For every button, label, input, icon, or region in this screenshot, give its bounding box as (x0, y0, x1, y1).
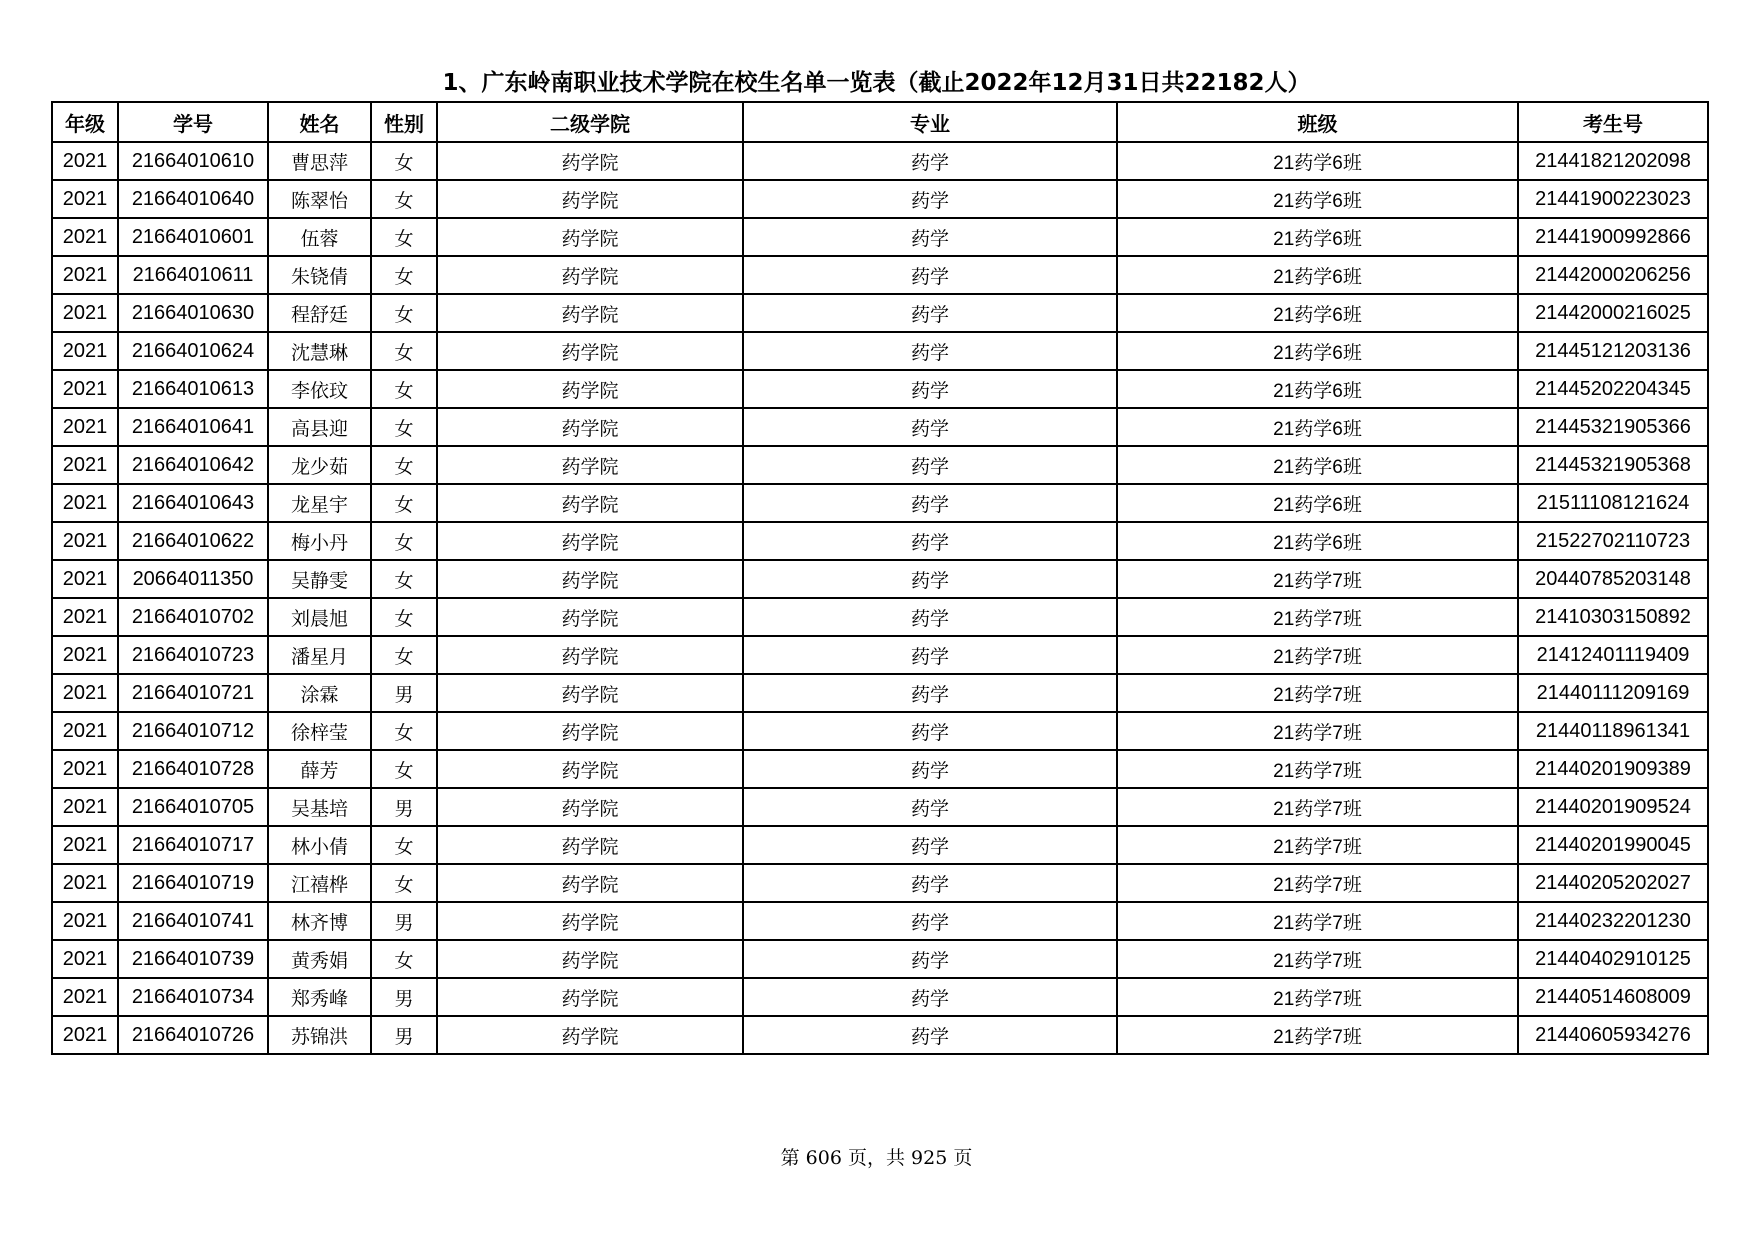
major-cell: 药学 (743, 370, 1117, 408)
major-cell: 药学 (743, 902, 1117, 940)
grade-cell: 2021 (52, 750, 118, 788)
college-cell: 药学院 (437, 180, 743, 218)
gender-cell: 男 (371, 674, 437, 712)
exam-number-cell: 21445321905366 (1518, 408, 1708, 446)
college-cell: 药学院 (437, 1016, 743, 1054)
gender-cell: 女 (371, 142, 437, 180)
table-row (52, 370, 1708, 408)
grade-cell: 2021 (52, 522, 118, 560)
grade-cell: 2021 (52, 294, 118, 332)
grade-cell: 2021 (52, 788, 118, 826)
name-cell: 梅小丹 (268, 522, 371, 560)
class-cell: 21药学7班 (1117, 560, 1518, 598)
major-cell: 药学 (743, 142, 1117, 180)
table-row (52, 1016, 1708, 1054)
exam-number-cell: 21440118961341 (1518, 712, 1708, 750)
college-cell: 药学院 (437, 598, 743, 636)
student-id-cell: 20664011350 (118, 560, 268, 598)
gender-cell: 女 (371, 484, 437, 522)
gender-cell: 女 (371, 636, 437, 674)
name-cell: 苏锦洪 (268, 1016, 371, 1054)
class-cell: 21药学7班 (1117, 636, 1518, 674)
class-cell: 21药学7班 (1117, 674, 1518, 712)
student-id-cell: 21664010641 (118, 408, 268, 446)
grade-cell: 2021 (52, 142, 118, 180)
class-cell: 21药学6班 (1117, 484, 1518, 522)
student-id-cell: 21664010643 (118, 484, 268, 522)
grade-cell: 2021 (52, 940, 118, 978)
name-cell: 龙星宇 (268, 484, 371, 522)
name-cell: 程舒廷 (268, 294, 371, 332)
table-row (52, 674, 1708, 712)
gender-cell: 女 (371, 826, 437, 864)
class-cell: 21药学6班 (1117, 522, 1518, 560)
exam-number-cell: 21440514608009 (1518, 978, 1708, 1016)
student-id-cell: 21664010630 (118, 294, 268, 332)
name-cell: 龙少茹 (268, 446, 371, 484)
class-cell: 21药学7班 (1117, 940, 1518, 978)
grade-cell: 2021 (52, 978, 118, 1016)
major-cell: 药学 (743, 598, 1117, 636)
table-row (52, 864, 1708, 902)
student-id-cell: 21664010705 (118, 788, 268, 826)
table-header-row (52, 102, 1708, 142)
name-cell: 林小倩 (268, 826, 371, 864)
grade-cell: 2021 (52, 332, 118, 370)
class-cell: 21药学6班 (1117, 218, 1518, 256)
table-row (52, 522, 1708, 560)
exam-number-cell: 21440201909389 (1518, 750, 1708, 788)
name-cell: 李依玟 (268, 370, 371, 408)
class-cell: 21药学6班 (1117, 180, 1518, 218)
exam-number-cell: 21441900223023 (1518, 180, 1708, 218)
student-id-cell: 21664010712 (118, 712, 268, 750)
major-cell: 药学 (743, 560, 1117, 598)
exam-number-cell: 21442000216025 (1518, 294, 1708, 332)
major-cell: 药学 (743, 1016, 1117, 1054)
college-cell: 药学院 (437, 978, 743, 1016)
page-title: 1、广东岭南职业技术学院在校生名单一览表（截止2022年12月31日共22182人） (442, 70, 1311, 96)
major-cell: 药学 (743, 788, 1117, 826)
gender-cell: 女 (371, 712, 437, 750)
exam-number-cell: 21440402910125 (1518, 940, 1708, 978)
college-cell: 药学院 (437, 826, 743, 864)
column-header-student-id: 学号 (118, 102, 268, 142)
exam-number-cell: 21440111209169 (1518, 674, 1708, 712)
gender-cell: 女 (371, 864, 437, 902)
column-header-grade: 年级 (52, 102, 118, 142)
exam-number-cell: 21440605934276 (1518, 1016, 1708, 1054)
gender-cell: 女 (371, 750, 437, 788)
grade-cell: 2021 (52, 218, 118, 256)
name-cell: 薛芳 (268, 750, 371, 788)
grade-cell: 2021 (52, 446, 118, 484)
exam-number-cell: 21445121203136 (1518, 332, 1708, 370)
grade-cell: 2021 (52, 902, 118, 940)
major-cell: 药学 (743, 332, 1117, 370)
table-row (52, 598, 1708, 636)
class-cell: 21药学7班 (1117, 598, 1518, 636)
exam-number-cell: 21442000206256 (1518, 256, 1708, 294)
major-cell: 药学 (743, 180, 1117, 218)
student-id-cell: 21664010613 (118, 370, 268, 408)
class-cell: 21药学7班 (1117, 902, 1518, 940)
table-row (52, 180, 1708, 218)
major-cell: 药学 (743, 484, 1117, 522)
major-cell: 药学 (743, 636, 1117, 674)
grade-cell: 2021 (52, 598, 118, 636)
table-row (52, 978, 1708, 1016)
table-body (52, 142, 1708, 1054)
column-header-gender: 性别 (371, 102, 437, 142)
student-id-cell: 21664010721 (118, 674, 268, 712)
class-cell: 21药学7班 (1117, 788, 1518, 826)
college-cell: 药学院 (437, 636, 743, 674)
college-cell: 药学院 (437, 446, 743, 484)
table-row (52, 142, 1708, 180)
student-roster-table (51, 101, 1709, 1055)
class-cell: 21药学6班 (1117, 142, 1518, 180)
major-cell: 药学 (743, 864, 1117, 902)
page-footer: 第 606 页，共 925 页 (780, 1147, 973, 1169)
gender-cell: 男 (371, 1016, 437, 1054)
major-cell: 药学 (743, 446, 1117, 484)
class-cell: 21药学6班 (1117, 256, 1518, 294)
student-id-cell: 21664010601 (118, 218, 268, 256)
exam-number-cell: 21440201909524 (1518, 788, 1708, 826)
table-row (52, 218, 1708, 256)
column-header-college: 二级学院 (437, 102, 743, 142)
exam-number-cell: 21522702110723 (1518, 522, 1708, 560)
table-row (52, 940, 1708, 978)
college-cell: 药学院 (437, 560, 743, 598)
student-id-cell: 21664010728 (118, 750, 268, 788)
college-cell: 药学院 (437, 902, 743, 940)
major-cell: 药学 (743, 978, 1117, 1016)
major-cell: 药学 (743, 940, 1117, 978)
student-id-cell: 21664010717 (118, 826, 268, 864)
major-cell: 药学 (743, 674, 1117, 712)
college-cell: 药学院 (437, 218, 743, 256)
name-cell: 徐梓莹 (268, 712, 371, 750)
table-row (52, 788, 1708, 826)
gender-cell: 女 (371, 598, 437, 636)
name-cell: 伍蓉 (268, 218, 371, 256)
table-row (52, 560, 1708, 598)
name-cell: 吴静雯 (268, 560, 371, 598)
name-cell: 涂霖 (268, 674, 371, 712)
table-row (52, 294, 1708, 332)
gender-cell: 女 (371, 218, 437, 256)
class-cell: 21药学6班 (1117, 370, 1518, 408)
class-cell: 21药学6班 (1117, 408, 1518, 446)
grade-cell: 2021 (52, 864, 118, 902)
student-id-cell: 21664010734 (118, 978, 268, 1016)
table-row (52, 636, 1708, 674)
college-cell: 药学院 (437, 370, 743, 408)
college-cell: 药学院 (437, 256, 743, 294)
gender-cell: 女 (371, 332, 437, 370)
exam-number-cell: 21445202204345 (1518, 370, 1708, 408)
grade-cell: 2021 (52, 712, 118, 750)
major-cell: 药学 (743, 712, 1117, 750)
table-row (52, 408, 1708, 446)
exam-number-cell: 21441821202098 (1518, 142, 1708, 180)
class-cell: 21药学7班 (1117, 712, 1518, 750)
table-row (52, 484, 1708, 522)
exam-number-cell: 20440785203148 (1518, 560, 1708, 598)
gender-cell: 女 (371, 370, 437, 408)
grade-cell: 2021 (52, 826, 118, 864)
table-row (52, 256, 1708, 294)
grade-cell: 2021 (52, 560, 118, 598)
student-id-cell: 21664010622 (118, 522, 268, 560)
gender-cell: 女 (371, 180, 437, 218)
exam-number-cell: 21412401119409 (1518, 636, 1708, 674)
name-cell: 江禧桦 (268, 864, 371, 902)
exam-number-cell: 21511108121624 (1518, 484, 1708, 522)
class-cell: 21药学6班 (1117, 294, 1518, 332)
gender-cell: 女 (371, 294, 437, 332)
class-cell: 21药学7班 (1117, 1016, 1518, 1054)
grade-cell: 2021 (52, 636, 118, 674)
major-cell: 药学 (743, 408, 1117, 446)
class-cell: 21药学7班 (1117, 864, 1518, 902)
class-cell: 21药学7班 (1117, 750, 1518, 788)
exam-number-cell: 21410303150892 (1518, 598, 1708, 636)
major-cell: 药学 (743, 750, 1117, 788)
college-cell: 药学院 (437, 864, 743, 902)
exam-number-cell: 21441900992866 (1518, 218, 1708, 256)
exam-number-cell: 21440201990045 (1518, 826, 1708, 864)
student-id-cell: 21664010624 (118, 332, 268, 370)
student-id-cell: 21664010723 (118, 636, 268, 674)
exam-number-cell: 21445321905368 (1518, 446, 1708, 484)
name-cell: 陈翠怡 (268, 180, 371, 218)
gender-cell: 男 (371, 902, 437, 940)
table-row (52, 332, 1708, 370)
student-id-cell: 21664010702 (118, 598, 268, 636)
grade-cell: 2021 (52, 370, 118, 408)
grade-cell: 2021 (52, 180, 118, 218)
college-cell: 药学院 (437, 484, 743, 522)
grade-cell: 2021 (52, 1016, 118, 1054)
gender-cell: 男 (371, 978, 437, 1016)
table-row (52, 446, 1708, 484)
gender-cell: 女 (371, 256, 437, 294)
student-id-cell: 21664010741 (118, 902, 268, 940)
name-cell: 沈慧琳 (268, 332, 371, 370)
major-cell: 药学 (743, 256, 1117, 294)
student-id-cell: 21664010640 (118, 180, 268, 218)
student-id-cell: 21664010726 (118, 1016, 268, 1054)
major-cell: 药学 (743, 294, 1117, 332)
name-cell: 潘星月 (268, 636, 371, 674)
gender-cell: 女 (371, 940, 437, 978)
name-cell: 曹思萍 (268, 142, 371, 180)
name-cell: 高县迎 (268, 408, 371, 446)
name-cell: 林齐博 (268, 902, 371, 940)
college-cell: 药学院 (437, 788, 743, 826)
college-cell: 药学院 (437, 712, 743, 750)
college-cell: 药学院 (437, 142, 743, 180)
grade-cell: 2021 (52, 256, 118, 294)
major-cell: 药学 (743, 522, 1117, 560)
class-cell: 21药学6班 (1117, 332, 1518, 370)
class-cell: 21药学7班 (1117, 826, 1518, 864)
name-cell: 郑秀峰 (268, 978, 371, 1016)
gender-cell: 女 (371, 446, 437, 484)
name-cell: 朱铙倩 (268, 256, 371, 294)
grade-cell: 2021 (52, 484, 118, 522)
table-row (52, 750, 1708, 788)
college-cell: 药学院 (437, 294, 743, 332)
name-cell: 刘晨旭 (268, 598, 371, 636)
column-header-name: 姓名 (268, 102, 371, 142)
gender-cell: 男 (371, 788, 437, 826)
table-row (52, 902, 1708, 940)
student-id-cell: 21664010719 (118, 864, 268, 902)
column-header-exam-number: 考生号 (1518, 102, 1708, 142)
college-cell: 药学院 (437, 750, 743, 788)
gender-cell: 女 (371, 408, 437, 446)
major-cell: 药学 (743, 826, 1117, 864)
student-id-cell: 21664010611 (118, 256, 268, 294)
name-cell: 黄秀娟 (268, 940, 371, 978)
student-id-cell: 21664010642 (118, 446, 268, 484)
college-cell: 药学院 (437, 674, 743, 712)
column-header-class: 班级 (1117, 102, 1518, 142)
class-cell: 21药学7班 (1117, 978, 1518, 1016)
student-id-cell: 21664010739 (118, 940, 268, 978)
gender-cell: 女 (371, 560, 437, 598)
name-cell: 吴基培 (268, 788, 371, 826)
major-cell: 药学 (743, 218, 1117, 256)
table-row (52, 712, 1708, 750)
exam-number-cell: 21440205202027 (1518, 864, 1708, 902)
gender-cell: 女 (371, 522, 437, 560)
college-cell: 药学院 (437, 408, 743, 446)
grade-cell: 2021 (52, 674, 118, 712)
college-cell: 药学院 (437, 940, 743, 978)
college-cell: 药学院 (437, 332, 743, 370)
student-id-cell: 21664010610 (118, 142, 268, 180)
column-header-major: 专业 (743, 102, 1117, 142)
grade-cell: 2021 (52, 408, 118, 446)
exam-number-cell: 21440232201230 (1518, 902, 1708, 940)
table-row (52, 826, 1708, 864)
class-cell: 21药学6班 (1117, 446, 1518, 484)
college-cell: 药学院 (437, 522, 743, 560)
